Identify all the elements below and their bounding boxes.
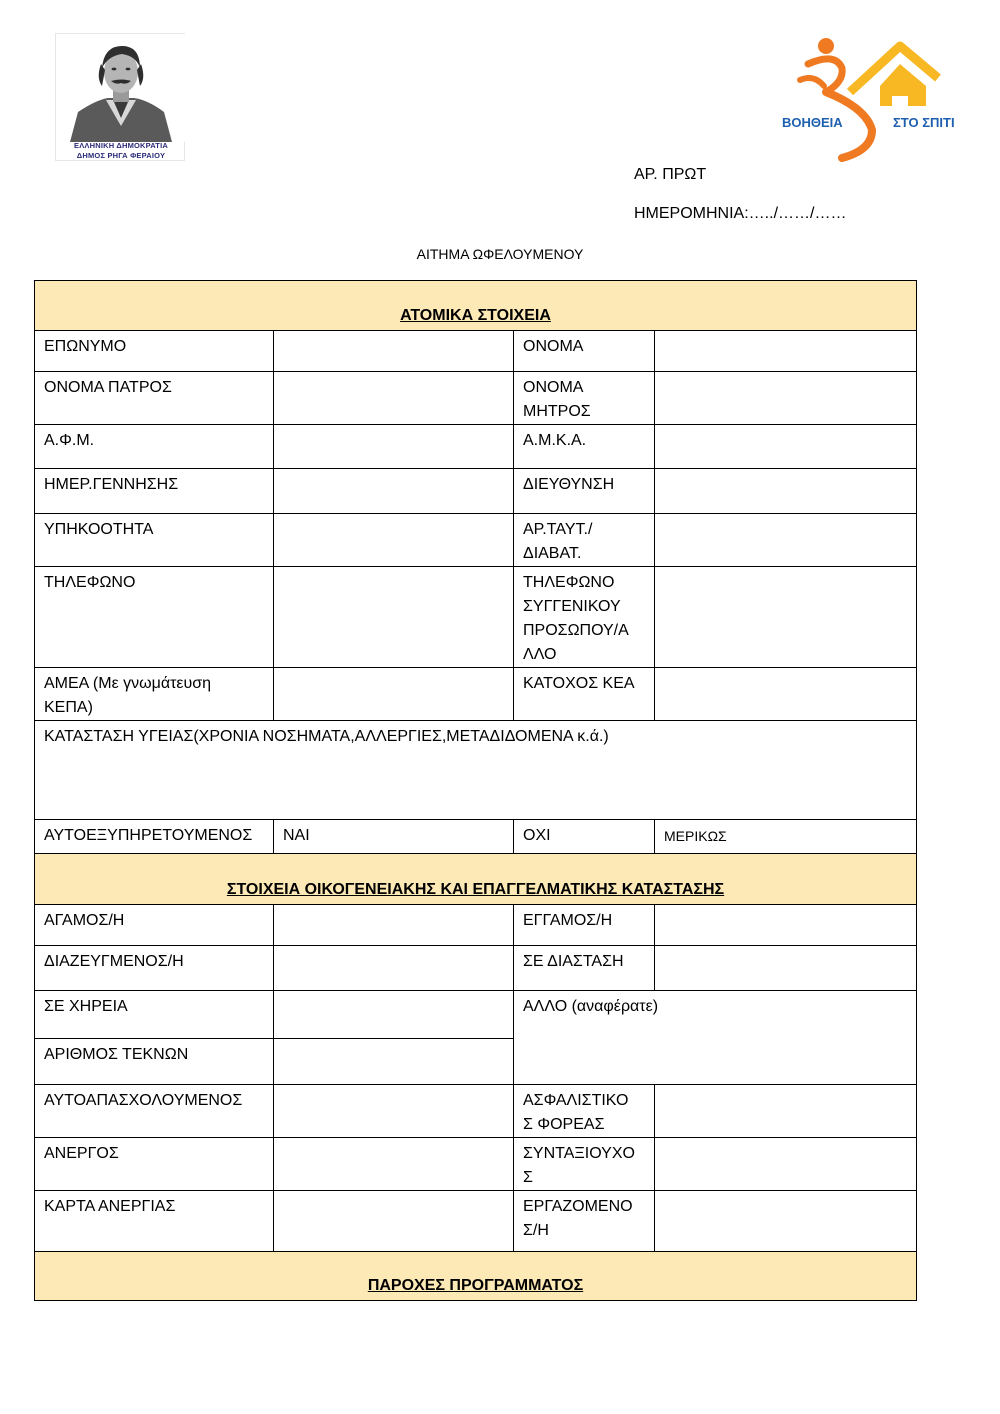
insurance-label-line1: ΑΣΦΑΛΙΣΤΙΚΟ xyxy=(523,1092,629,1109)
unemployed-label: ΑΝΕΡΓΟΣ xyxy=(35,1138,274,1191)
surname-label: ΕΠΩΝΥΜΟ xyxy=(35,331,274,372)
self-service-partially-option[interactable]: ΜΕΡΙΚΩΣ xyxy=(655,820,917,854)
pensioner-label xyxy=(514,1138,655,1191)
mother-name-label-line1: ΟΝΟΜΑ xyxy=(523,379,584,396)
date-label: ΗΜΕΡΟΜΗΝΙΑ:…../……/…… xyxy=(634,205,847,222)
unemployed-field[interactable] xyxy=(274,1138,514,1191)
mother-name-label-line2: ΜΗΤΡΟΣ xyxy=(523,403,591,420)
separated-label: ΣΕ ΔΙΑΣΤΑΣΗ xyxy=(514,946,655,991)
relative-phone-label-line4: ΛΛΟ xyxy=(523,646,557,663)
widowed-label: ΣΕ ΧΗΡΕΙΑ xyxy=(35,991,274,1039)
citizenship-field[interactable] xyxy=(274,514,514,567)
section-family-title: ΣΤΟΙΧΕΙΑ ΟΙΚΟΓΕΝΕΙΑΚΗΣ ΚΑΙ ΕΠΑΓΓΕΛΜΑΤΙΚΗΣ ΚΑΤΑΣΤΑΣΗΣ xyxy=(35,854,917,905)
afm-label: Α.Φ.Μ. xyxy=(35,425,274,469)
mother-name-field[interactable] xyxy=(655,372,917,425)
divorced-label: ΔΙΑΖΕΥΓΜΕΝΟΣ/Η xyxy=(35,946,274,991)
section-personal-title: ΑΤΟΜΙΚΑ ΣΤΟΙΧΕΙΑ xyxy=(35,281,917,331)
self-employed-field[interactable] xyxy=(274,1085,514,1138)
married-label: ΕΓΓΑΜΟΣ/Η xyxy=(514,905,655,946)
name-field[interactable] xyxy=(655,331,917,372)
widowed-field[interactable] xyxy=(274,991,514,1039)
unemployment-card-field[interactable] xyxy=(274,1191,514,1252)
single-field[interactable] xyxy=(274,905,514,946)
unemployment-card-label: ΚΑΡΤΑ ΑΝΕΡΓΙΑΣ xyxy=(35,1191,274,1252)
father-name-field[interactable] xyxy=(274,372,514,425)
kea-holder-field[interactable] xyxy=(655,668,917,721)
kea-holder-label: ΚΑΤΟΧΟΣ ΚΕΑ xyxy=(514,668,655,721)
employed-label xyxy=(514,1191,655,1252)
relative-phone-label-line3: ΠΡΟΣΩΠΟΥ/Α xyxy=(523,622,629,639)
address-label: ΔΙΕΥΘΥΝΣΗ xyxy=(514,469,655,514)
relative-phone-label xyxy=(514,567,655,668)
birth-date-field[interactable] xyxy=(274,469,514,514)
pensioner-label-line1: ΣΥΝΤΑΞΙΟΥΧΟ xyxy=(523,1145,635,1162)
pensioner-label-line2: Σ xyxy=(523,1169,533,1186)
citizenship-label: ΥΠΗΚΟΟΤΗΤΑ xyxy=(35,514,274,567)
protocol-number-label: ΑΡ. ΠΡΩΤ xyxy=(634,166,707,183)
amka-field[interactable] xyxy=(655,425,917,469)
portrait-image xyxy=(56,34,186,142)
logo-caption-line1: ΕΛΛΗΝΙΚΗ ΔΗΜΟΚΡΑΤΙΑ xyxy=(74,141,168,150)
self-service-yes-option[interactable]: ΝΑΙ xyxy=(274,820,514,854)
single-label: ΑΓΑΜΟΣ/Η xyxy=(35,905,274,946)
married-field[interactable] xyxy=(655,905,917,946)
logo-word-help: ΒΟΗΘΕΙΑ xyxy=(782,115,843,130)
house-figure-icon xyxy=(780,34,975,162)
id-number-field[interactable] xyxy=(655,514,917,567)
phone-label: ΤΗΛΕΦΩΝΟ xyxy=(35,567,274,668)
logo-caption-line2: ΔΗΜΟΣ ΡΗΓΑ ΦΕΡΑΙΟΥ xyxy=(76,151,166,160)
logo-word-home: ΣΤΟ ΣΠΙΤΙ xyxy=(893,115,955,130)
self-service-no-option[interactable]: ΟΧΙ xyxy=(514,820,655,854)
disabled-field[interactable] xyxy=(274,668,514,721)
form-title: ΑΙΤΗΜΑ ΩΦΕΛΟΥΜΕΝΟΥ xyxy=(416,246,584,262)
employed-field[interactable] xyxy=(655,1191,917,1252)
birth-date-label: ΗΜΕΡ.ΓΕΝΝΗΣΗΣ xyxy=(35,469,274,514)
disabled-label-line1: ΑΜΕΑ (Με γνωμάτευση xyxy=(44,675,212,692)
disabled-label-line2: ΚΕΠΑ) xyxy=(44,699,93,716)
phone-field[interactable] xyxy=(274,567,514,668)
health-status-field[interactable]: ΚΑΤΑΣΤΑΣΗ ΥΓΕΙΑΣ(ΧΡΟΝΙΑ ΝΟΣΗΜΑΤΑ,ΑΛΛΕΡΓΙΕΣ,ΜΕΤΑΔΙΔΟΜΕΝΑ κ.ά.) xyxy=(35,721,917,820)
id-number-label-line2: ΔΙΑΒΑΤ. xyxy=(523,545,582,562)
other-status-field[interactable]: ΑΛΛΟ (αναφέρατε) xyxy=(514,991,917,1085)
relative-phone-field[interactable] xyxy=(655,567,917,668)
disabled-label xyxy=(35,668,274,721)
amka-label: Α.Μ.Κ.Α. xyxy=(514,425,655,469)
insurance-label xyxy=(514,1085,655,1138)
afm-field[interactable] xyxy=(274,425,514,469)
self-service-label: ΑΥΤΟΕΞΥΠΗΡΕΤΟΥΜΕΝΟΣ xyxy=(35,820,274,854)
surname-field[interactable] xyxy=(274,331,514,372)
self-employed-label: ΑΥΤΟΑΠΑΣΧΟΛΟΥΜΕΝΟΣ xyxy=(35,1085,274,1138)
section-program-title: ΠΑΡΟΧΕΣ ΠΡΟΓΡΑΜΜΑΤΟΣ xyxy=(35,1252,917,1301)
address-field[interactable] xyxy=(655,469,917,514)
program-logo xyxy=(780,34,975,162)
application-form-table xyxy=(34,280,917,1301)
employed-label-line2: Σ/Η xyxy=(523,1222,549,1239)
id-number-label xyxy=(514,514,655,567)
municipality-logo xyxy=(55,33,185,161)
insurance-label-line2: Σ ΦΟΡΕΑΣ xyxy=(523,1116,605,1133)
employed-label-line1: ΕΡΓΑΖΟΜΕΝΟ xyxy=(523,1198,633,1215)
divorced-field[interactable] xyxy=(274,946,514,991)
pensioner-field[interactable] xyxy=(655,1138,917,1191)
relative-phone-label-line1: ΤΗΛΕΦΩΝΟ xyxy=(523,574,615,591)
mother-name-label xyxy=(514,372,655,425)
name-label: ΟΝΟΜΑ xyxy=(514,331,655,372)
separated-field[interactable] xyxy=(655,946,917,991)
children-count-field[interactable] xyxy=(274,1039,514,1085)
father-name-label: ΟΝΟΜΑ ΠΑΤΡΟΣ xyxy=(35,372,274,425)
children-count-label: ΑΡΙΘΜΟΣ ΤΕΚΝΩΝ xyxy=(35,1039,274,1085)
insurance-field[interactable] xyxy=(655,1085,917,1138)
id-number-label-line1: ΑΡ.ΤΑΥΤ./ xyxy=(523,521,593,538)
relative-phone-label-line2: ΣΥΓΓΕΝΙΚΟΥ xyxy=(523,598,621,615)
